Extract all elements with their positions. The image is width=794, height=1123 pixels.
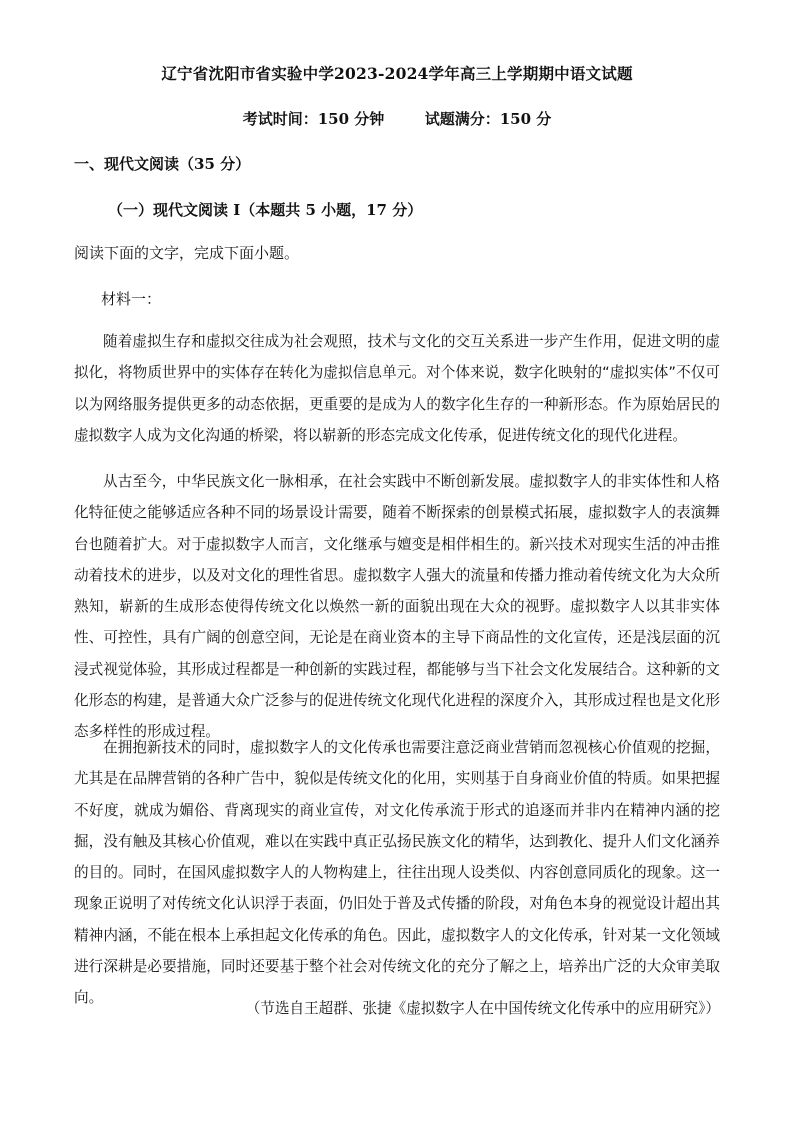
material-label: 材料一：	[101, 290, 162, 308]
material-paragraph-2: 从古至今，中华民族文化一脉相承，在社会实践中不断创新发展。虚拟数字人的非实体性和人格化特征使之能够适应各种不同的场景设计需要，随着不断探索的创景模式拓展，虚拟数字人的表演舞台也随着扩大。对于虚拟数字人而言，文化继承与嬗变是相伴相生的。新兴技术对现实生活的冲击推动着技术的进步，以及对文化的理性省思。虚拟数字人强大的流量和传播力推动着传统文化为大众所熟知，崭新的生成形态使得传统文化以焕然一新的面貌出现在大众的视野。虚拟数字人以其非实体性、可控性，具有广阔的创意空间，无论是在商业资本的主导下商品性的文化宣传，还是浅层面的沉浸式视觉体验，其形成过程都是一种创新的实践过程，都能够与当下社会文化发展结合。这种新的文化形态的构建，是普通大众广泛参与的促进传统文化现代化进程的深度介入，其形成过程也是文化形态多样性的形成过程。	[74, 473, 720, 741]
sub-heading: （一）现代文阅读 I（本题共 5 小题，17 分）	[108, 201, 423, 219]
reading-instruction: 阅读下面的文字，完成下面小题。	[74, 244, 300, 262]
material-paragraph-1: 随着虚拟生存和虚拟交往成为社会观照，技术与文化的交互关系进一步产生作用，促进文明的虚拟化，将物质世界中的实体存在转化为虚拟信息单元。对个体来说，数字化映射的“虚拟实体”不仅可以为网络服务提供更多的动态依据，更重要的是成为人的数字化生存的一种新形态。作为原始居民的虚拟数字人成为文化沟通的桥梁，将以崭新的形态完成文化传承，促进传统文化的现代化进程。	[74, 333, 720, 444]
full-score: 试题满分：150 分	[424, 110, 552, 128]
exam-title: 辽宁省沈阳市省实验中学2023-2024学年高三上学期期中语文试题	[161, 64, 633, 83]
source-citation: （节选自王超群、张捷《虚拟数字人在中国传统文化传承中的应用研究》）	[245, 1000, 720, 1017]
exam-time: 考试时间：150 分钟	[242, 110, 385, 128]
exam-info	[0, 108, 794, 129]
section-heading: 一、现代文阅读（35 分）	[74, 155, 251, 173]
material-paragraph-3: 在拥抱新技术的同时，虚拟数字人的文化传承也需要注意泛商业营销而忽视核心价值观的挖掘，尤其是在品牌营销的各种广告中，貌似是传统文化的化用，实则基于自身商业价值的特质。如果把握不好度，就成为媚俗、背离现实的商业宣传，对文化传承流于形式的追逐而并非内在精神内涵的挖掘，没有触及其核心价值观，难以在实践中真正弘扬民族文化的精华，达到教化、提升人们文化涵养的目的。同时，在国风虚拟数字人的人物构建上，往往出现人设类似、内容创意同质化的现象。这一现象正说明了对传统文化认识浮于表面，仍旧处于普及式传播的阶段，对角色本身的视觉设计超出其精神内涵，不能在根本上承担起文化传承的角色。因此，虚拟数字人的文化传承，针对某一文化领域进行深耕是必要措施，同时还要基于整个社会对传统文化的充分了解之上，培养出广泛的大众审美取向。	[74, 739, 720, 1007]
